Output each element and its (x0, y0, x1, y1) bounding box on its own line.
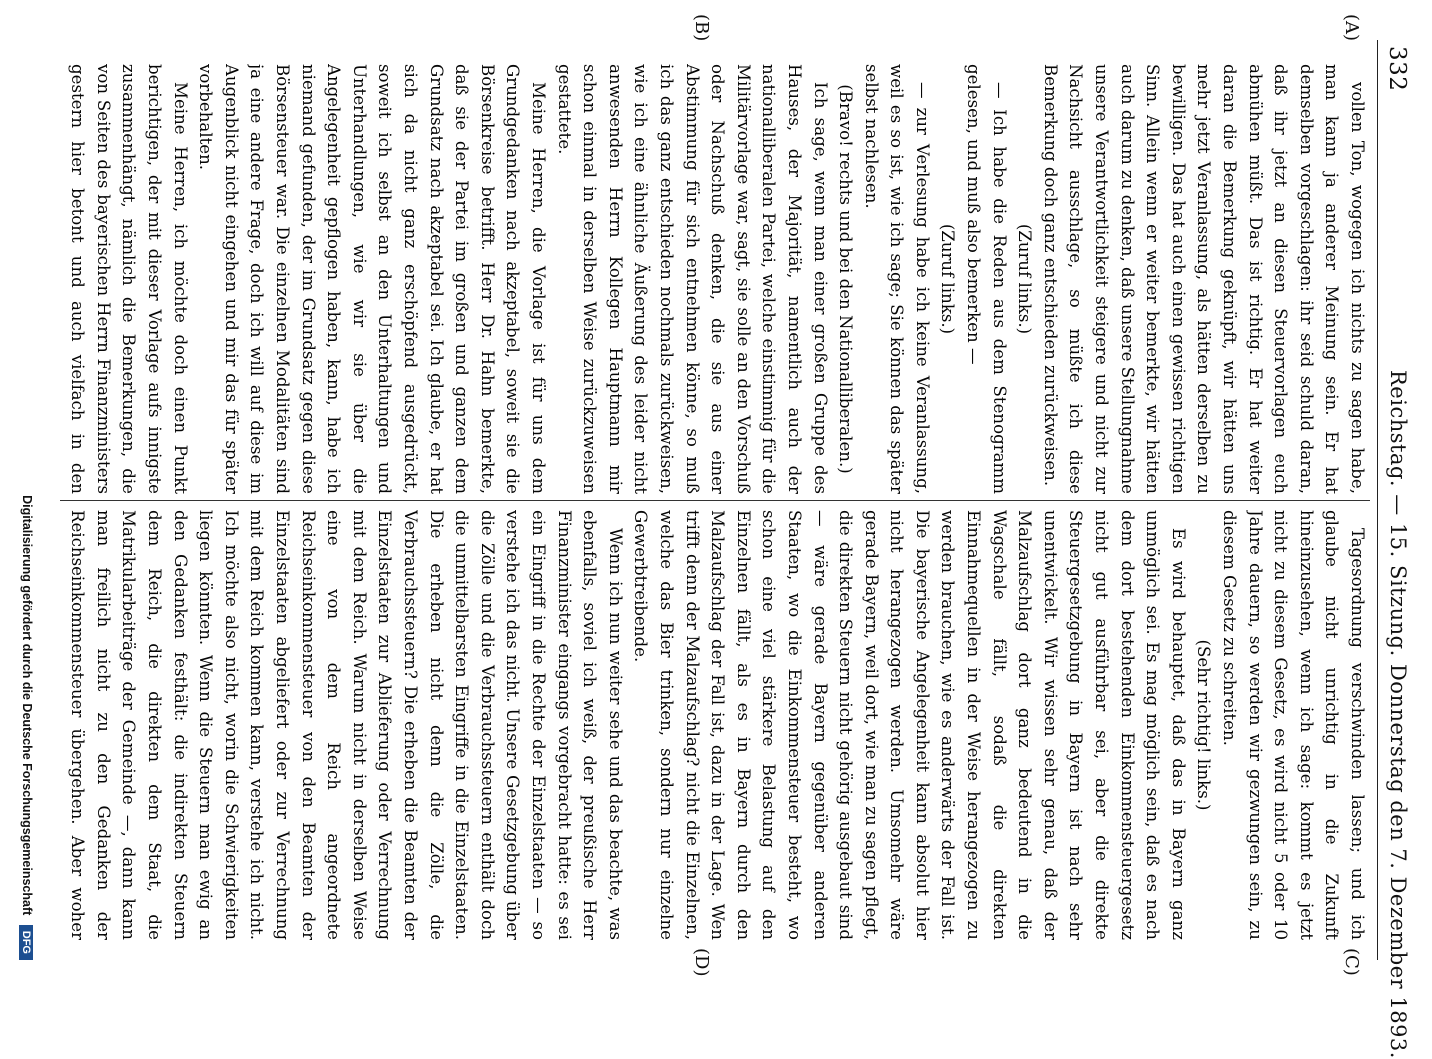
paragraph: Es wird behauptet, daß das in Bayern ganz unmöglich sei. Es mag möglich sein, daß es nach dem dort bestehenden Einkommensteuergesetz nicht gut ausführbar sei, aber die direkte Steuergesetzgebung in Bayern ist nach sehr unentwickelt. Wir wissen sehr genau, daß der Malzaufschlag dort ganz bedeutend in die Wagschale fällt, sodaß die direkten Einnahmequellen in der Weise herangezogen zu werden brauchen, wie es anderwärts der Fall ist. Die bayerische Angelegenheit kann absolut hier nicht herangezogen werden. Umsomehr wäre gerade Bayern, weil dort, wie man zu sagen pflegt, die direkten Steuern nicht gehörig ausgebaut sind — wäre gerade Bayern gegenüber anderen Staaten, wo die Einkommensteuer besteht, wo schon eine viel stärkere Belastung auf den Einzelnen fällt, als es in Bayern durch den Malzaufschlag der Fall ist, dazu in der Lage. Wen trifft denn der Malzaufschlag? nicht die Einzelnen, welche das Bier trinken, sondern nur einzelne Gewerbtreibende. (631, 510, 1188, 940)
header-rule (1377, 40, 1378, 960)
column-divider (60, 500, 1370, 501)
margin-marker-d: (D) (691, 948, 712, 977)
digitization-credit (10, 40, 34, 960)
page-number: 332 (1384, 46, 1410, 92)
paragraph: — Ich habe die Reden aus dem Stenogramm gelesen, und muß also bemerken — (964, 64, 1009, 494)
paragraph: (Zuruf links.) (938, 223, 958, 335)
paragraph: vollen Ton, wogegen ich nichts zu sagen habe, man kann ja anderer Meinung sein. Er hat demselben vorgeschlagen: ihr seid schuld daran, daß ihr jetzt an diesen Steuervorlagen euch abmühen müßt. Das ist richtig. Er hat weiter daran die Bemerkung geknüpft, wir hätten uns mehr jetzt Veranlassung, als hätten derselben zu bewilligen. Das hat auch einen gewissen richtigen Sinn. Allein wenn er weiter bemerkte, wir hätten auch darum zu denken, daß unsere Stellungnahme unsere Verantwortlichkeit steigere und nicht zur Nachsicht ausschlage, so müßte ich diese Bemerkung doch ganz entschieden zurückweisen. (1040, 64, 1367, 494)
paragraph: Meine Herren, die Vorlage ist für uns dem Grundgedanken nach akzeptabel, soweit sie die Börsenkreise betrifft. Herr Dr. Hahn bemerkte, daß sie der Partei im großen und ganzen dem Grundsatz nach akzeptabel sei. Ich glaube, er hat sich da nicht ganz erschöpfend ausgedrückt, soweit ich selbst an den Unterhaltungen und Unterhandlungen, wie wir sie über die Angelegenheit gepflogen haben, kann, habe ich niemand gefunden, der im Grundsatz gegen diese Börsensteuer war. Die einzelnen Modalitäten sind ja eine andere Frage, doch ich will auf diese im Augenblick nicht eingehen und mir das für später vorbehalten. (196, 64, 548, 494)
paragraph: Meine Herren, ich möchte doch einen Punkt berichtigen, der mit dieser Vorlage aufs innigste zusammenhängt, nämlich die Bemerkungen, die von Seiten des bayerischen Herrn Finanzministers gestern hier betont und auch vielfach in den (68, 64, 190, 494)
paragraph: (Zuruf links.) (1015, 223, 1035, 335)
paragraph: Tagesordnung verschwinden lassen; und ich glaube nicht unrichtig in die Zukunft hineinzusehen, wenn ich sage: kommt es jetzt nicht zu diesem Gesetz, es wird nicht 5 oder 10 Jahre dauern, so werden wir gezwungen sein, zu diesem Gesetz zu schreiten. (1220, 510, 1367, 940)
running-head: Reichstag. — 15. Sitzung. Donnerstag den 7. Dezember 1893. (1386, 370, 1410, 1059)
paragraph: Ich sage, wenn man einer großen Gruppe des Hauses, der Majorität, namentlich auch der nationalliberalen Partei, welche einstimmig für die Militärvorlage war, sagt, sie solle an den Vorschuß oder Nachschuß denken, die sie aus einer Abstimmung für sich entnehmen könne, so muß ich das ganz entschieden nochmals zurückweisen, wie ich eine ähnliche Äußerung des leider nicht anwesenden Herrn Kollegen Hauptmann mir schon einmal in derselben Weise zurückzuweisen gestattete. (554, 64, 830, 494)
page-header (1374, 40, 1414, 1059)
margin-marker-c: (C) (1341, 948, 1362, 976)
paragraph: (Bravo! rechts und bei den Nationalliberalen.) (836, 84, 856, 474)
dfg-logo: DFG (19, 925, 33, 960)
paragraph: (Sehr richtig! links.) (1194, 639, 1214, 811)
margin-marker-b: (B) (691, 14, 712, 42)
paragraph: — zur Verlesung habe ich keine Veranlassung, weil es so ist, wie ich sage; Sie können das später selbst nachlesen. (861, 64, 932, 494)
margin-marker-a: (A) (1341, 14, 1362, 42)
paragraph: Wenn ich nun weiter sehe und das beachte, was ebenfalls, soviel ich weiß, der preußische Herr Finanzminister eingangs vorgebracht hatte: es sei ein Eingriff in die Rechte der Einzelstaaten — so verstehe ich das nicht. Unsere Gesetzgebung über die Zölle und die Verbrauchssteuern enthält doch die unmittelbarsten Eingriffe in die Einzelstaaten. Die erheben nicht denn die Zölle, die Verbrauchssteuern? Die erheben die Beamten der Einzelstaaten zur Ablieferung oder Verrechnung mit dem Reich. Warum nicht in derselben Weise eine von dem Reich angeordnete Reichseinkommensteuer von den Beamten der Einzelstaaten abgeliefert oder zur Verrechnung mit dem Reich kommen kann, verstehe ich nicht. Ich möchte also nicht, worin die Schwierigkeiten liegen könnten. Wenn die Steuern man ewig an den Gedanken festhält: die indirekten Steuern dem Reich, die direkten dem Staat, die Matrikularbeiträge der Gemeinde —, dann kann man freilich nicht zu den Gedanken der Reichseinkommensteuer übergehen. Aber woher (68, 510, 625, 940)
left-column (60, 64, 1370, 494)
credit-text: Digitalisierung gefördert durch die Deutsche Forschungsgemeinschaft (20, 495, 34, 916)
right-column (60, 510, 1370, 940)
